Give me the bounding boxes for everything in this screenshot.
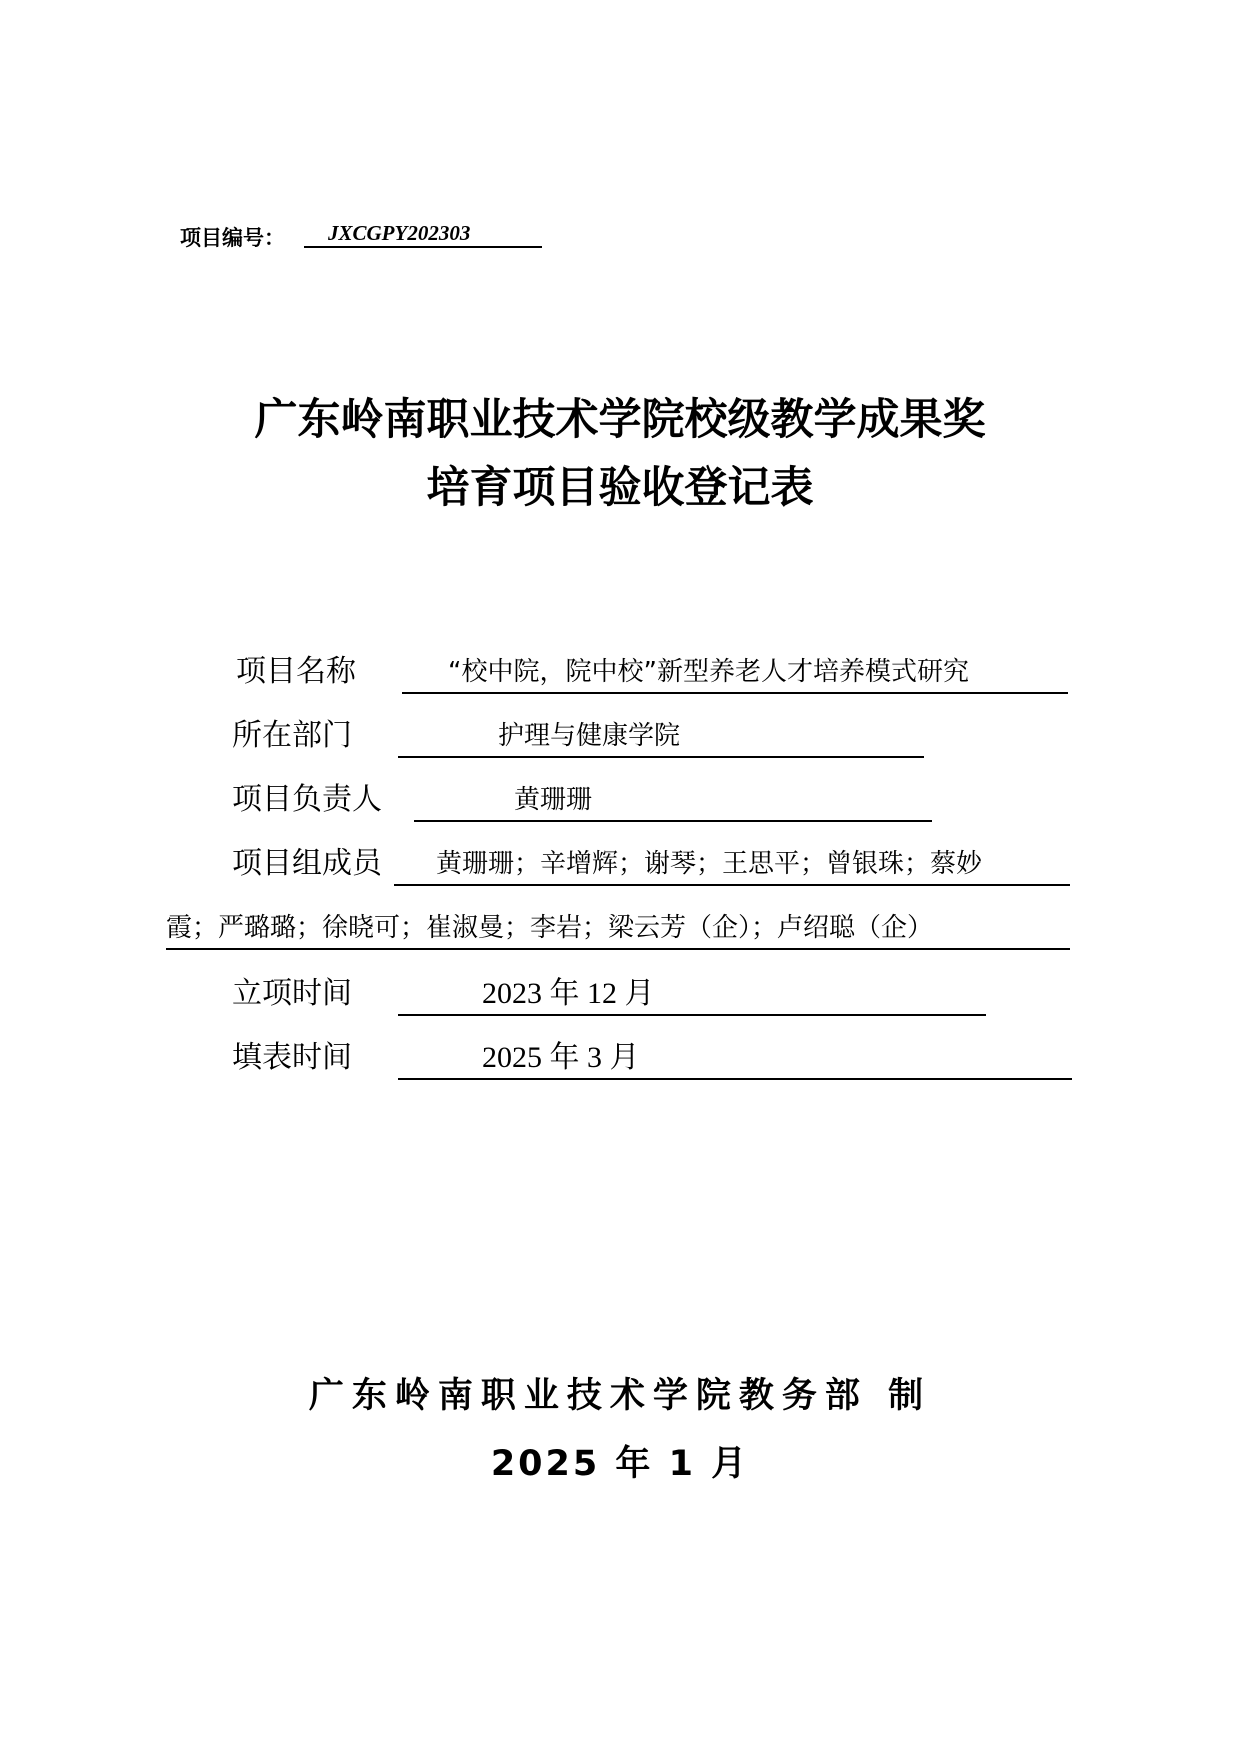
project-name-value: “校中院，院中校”新型养老人才培养模式研究: [402, 654, 1068, 694]
document-title-line-2: 培育项目验收登记表: [426, 463, 814, 513]
document-title-line-1: 广东岭南职业技术学院校级教学成果奖: [254, 395, 986, 445]
project-members-label: 项目组成员: [232, 846, 382, 881]
footer-issuer: 广东岭南职业技术学院教务部 制: [308, 1376, 932, 1416]
start-date-label: 立项时间: [232, 976, 352, 1011]
start-date-value: 2023 年 12 月: [398, 976, 986, 1016]
project-number-label: 项目编号：: [180, 226, 285, 250]
project-number-value: JXCGPY202303: [304, 220, 542, 248]
project-members-value-line-2: 霞；严璐璐；徐晓可；崔淑曼；李岩；梁云芳（企）；卢绍聪（企）: [166, 910, 1070, 950]
project-leader-value: 黄珊珊: [414, 782, 932, 822]
project-name-label: 项目名称: [236, 654, 356, 689]
department-label: 所在部门: [232, 718, 352, 753]
department-value: 护理与健康学院: [398, 718, 924, 758]
project-members-value-line-1: 黄珊珊；辛增辉；谢琴；王思平；曾银珠；蔡妙: [394, 846, 1070, 886]
project-leader-label: 项目负责人: [232, 782, 382, 817]
fill-date-label: 填表时间: [232, 1040, 352, 1075]
footer-date: 2025 年 1 月: [490, 1444, 750, 1484]
fill-date-value: 2025 年 3 月: [398, 1040, 1072, 1080]
